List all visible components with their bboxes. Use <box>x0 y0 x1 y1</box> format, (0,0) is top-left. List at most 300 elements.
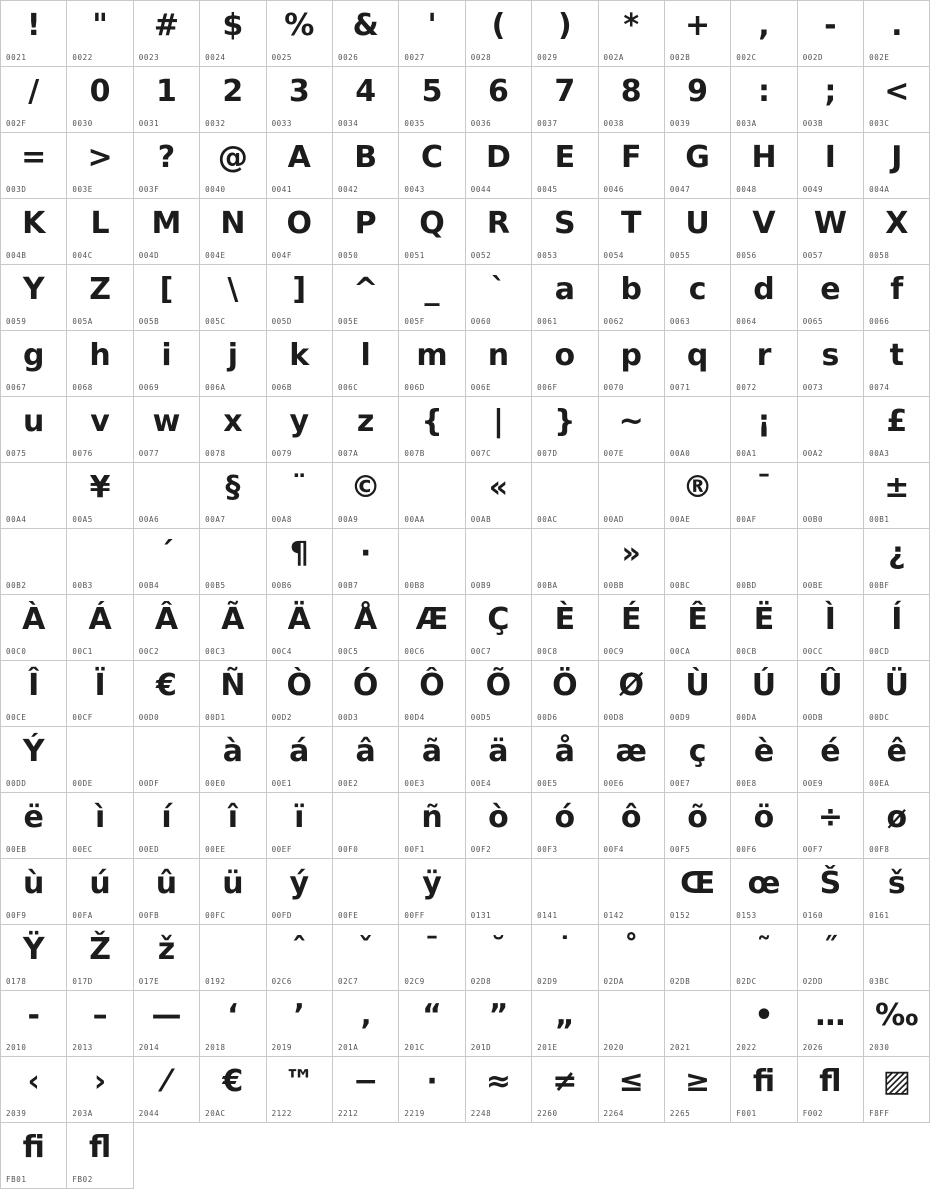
glyph-cell[interactable] <box>466 265 532 331</box>
glyph-cell[interactable] <box>466 463 532 529</box>
glyph-cell[interactable] <box>532 859 598 925</box>
glyph-cell[interactable] <box>599 265 665 331</box>
glyph-cell[interactable] <box>267 661 333 727</box>
glyph-cell[interactable] <box>731 1057 797 1123</box>
glyph-cell[interactable] <box>67 463 133 529</box>
glyph-cell[interactable] <box>599 793 665 859</box>
glyph-preview: å <box>554 734 575 769</box>
glyph-cell[interactable] <box>67 925 133 991</box>
glyph-cell[interactable] <box>267 595 333 661</box>
glyph-cell[interactable] <box>532 991 598 1057</box>
glyph-codepoint: 00CC <box>802 647 824 656</box>
glyph-cell[interactable] <box>532 265 598 331</box>
glyph-cell[interactable] <box>864 1 930 67</box>
glyph-cell[interactable] <box>599 133 665 199</box>
glyph-cell[interactable] <box>1 1 67 67</box>
glyph-cell[interactable] <box>134 793 200 859</box>
glyph-codepoint: 2212 <box>337 1109 359 1118</box>
glyph-cell[interactable] <box>67 1123 133 1189</box>
glyph-codepoint: 03BC <box>869 977 890 986</box>
glyph-cell[interactable] <box>665 1057 731 1123</box>
glyph-cell[interactable] <box>67 265 133 331</box>
glyph-preview: n <box>487 338 510 373</box>
glyph-codepoint: FB01 <box>6 1175 27 1184</box>
glyph-codepoint: 00CD <box>869 647 890 656</box>
glyph-cell[interactable] <box>1 925 67 991</box>
glyph-codepoint: 00C1 <box>72 647 93 656</box>
glyph-cell[interactable] <box>798 529 864 595</box>
glyph-preview: ¥ <box>89 470 111 505</box>
glyph-cell[interactable] <box>333 595 399 661</box>
glyph-cell[interactable] <box>864 529 930 595</box>
glyph-cell[interactable] <box>599 991 665 1057</box>
glyph-cell[interactable] <box>798 133 864 199</box>
glyph-cell[interactable] <box>864 727 930 793</box>
glyph-cell[interactable] <box>466 661 532 727</box>
glyph-cell[interactable] <box>731 1 797 67</box>
glyph-codepoint: 005B <box>138 317 160 326</box>
glyph-cell[interactable] <box>665 67 731 133</box>
glyph-codepoint: 00A5 <box>72 515 93 524</box>
glyph-cell[interactable] <box>67 793 133 859</box>
glyph-cell[interactable] <box>399 331 465 397</box>
glyph-cell[interactable] <box>267 991 333 1057</box>
glyph-cell[interactable] <box>731 661 797 727</box>
glyph-cell[interactable] <box>399 397 465 463</box>
glyph-codepoint: 0161 <box>869 911 890 920</box>
glyph-cell[interactable] <box>1 133 67 199</box>
glyph-preview: Ý <box>22 734 45 769</box>
glyph-cell[interactable] <box>532 1 598 67</box>
glyph-cell[interactable] <box>200 463 266 529</box>
glyph-cell[interactable] <box>134 991 200 1057</box>
glyph-cell[interactable] <box>466 925 532 991</box>
glyph-cell[interactable] <box>798 1057 864 1123</box>
glyph-cell[interactable] <box>599 529 665 595</box>
glyph-cell[interactable] <box>267 331 333 397</box>
glyph-codepoint: 005E <box>337 317 359 326</box>
glyph-cell[interactable] <box>134 199 200 265</box>
glyph-preview: ) <box>557 8 572 43</box>
glyph-cell[interactable] <box>1 727 67 793</box>
glyph-cell[interactable] <box>134 265 200 331</box>
glyph-preview: ï <box>294 800 305 835</box>
glyph-cell[interactable] <box>864 925 930 991</box>
glyph-cell[interactable] <box>1 397 67 463</box>
glyph-preview: ! <box>26 8 41 43</box>
glyph-cell[interactable] <box>267 529 333 595</box>
glyph-cell[interactable] <box>399 727 465 793</box>
glyph-cell[interactable] <box>665 463 731 529</box>
glyph-cell[interactable] <box>532 67 598 133</box>
glyph-cell[interactable] <box>731 199 797 265</box>
glyph-cell[interactable] <box>532 331 598 397</box>
glyph-cell[interactable] <box>798 397 864 463</box>
glyph-cell[interactable] <box>532 529 598 595</box>
glyph-cell[interactable] <box>333 463 399 529</box>
glyph-cell[interactable] <box>599 1057 665 1123</box>
glyph-cell[interactable] <box>67 859 133 925</box>
glyph-cell[interactable] <box>267 397 333 463</box>
glyph-cell[interactable] <box>267 727 333 793</box>
glyph-cell[interactable] <box>200 265 266 331</box>
glyph-cell[interactable] <box>399 1 465 67</box>
glyph-cell[interactable] <box>599 1 665 67</box>
glyph-preview <box>333 863 398 905</box>
glyph-cell[interactable] <box>864 67 930 133</box>
glyph-cell[interactable] <box>134 925 200 991</box>
glyph-cell[interactable] <box>399 991 465 1057</box>
glyph-codepoint: 0070 <box>603 383 624 392</box>
glyph-cell[interactable] <box>864 793 930 859</box>
glyph-cell[interactable] <box>864 859 930 925</box>
glyph-cell[interactable] <box>466 727 532 793</box>
glyph-cell[interactable] <box>333 331 399 397</box>
glyph-cell[interactable] <box>200 793 266 859</box>
glyph-cell[interactable] <box>532 133 598 199</box>
glyph-cell[interactable] <box>399 793 465 859</box>
glyph-cell[interactable] <box>798 265 864 331</box>
glyph-cell[interactable] <box>864 991 930 1057</box>
glyph-cell[interactable] <box>67 331 133 397</box>
glyph-preview: ‰ <box>875 998 919 1033</box>
glyph-cell[interactable] <box>67 1 133 67</box>
glyph-cell[interactable] <box>466 133 532 199</box>
glyph-preview: ˚ <box>623 932 639 967</box>
glyph-preview: m <box>416 338 448 373</box>
glyph-cell[interactable] <box>798 67 864 133</box>
glyph-cell[interactable] <box>1 991 67 1057</box>
glyph-preview: è <box>753 734 775 769</box>
glyph-preview: Å <box>354 602 378 637</box>
glyph-cell[interactable] <box>267 199 333 265</box>
glyph-cell[interactable] <box>67 1057 133 1123</box>
glyph-cell[interactable] <box>67 397 133 463</box>
glyph-cell[interactable] <box>665 199 731 265</box>
glyph-cell[interactable] <box>399 265 465 331</box>
glyph-cell[interactable] <box>864 463 930 529</box>
glyph-cell[interactable] <box>731 133 797 199</box>
glyph-cell[interactable] <box>134 331 200 397</box>
glyph-cell[interactable] <box>665 661 731 727</box>
glyph-cell[interactable] <box>134 463 200 529</box>
glyph-cell[interactable] <box>267 463 333 529</box>
glyph-cell[interactable] <box>665 793 731 859</box>
glyph-cell[interactable] <box>665 859 731 925</box>
glyph-cell[interactable] <box>134 1057 200 1123</box>
glyph-cell[interactable] <box>333 925 399 991</box>
glyph-cell[interactable] <box>67 199 133 265</box>
glyph-codepoint: 00F5 <box>669 845 691 854</box>
glyph-codepoint: 2014 <box>138 1043 160 1052</box>
glyph-codepoint: 0041 <box>271 185 293 194</box>
glyph-cell[interactable] <box>399 199 465 265</box>
glyph-codepoint: 0039 <box>669 119 691 128</box>
glyph-cell[interactable] <box>134 1 200 67</box>
glyph-cell[interactable] <box>333 265 399 331</box>
glyph-preview: š <box>887 866 906 901</box>
glyph-cell[interactable] <box>1 529 67 595</box>
glyph-preview: É <box>620 602 642 637</box>
glyph-cell[interactable] <box>200 1 266 67</box>
glyph-cell[interactable] <box>134 595 200 661</box>
glyph-cell[interactable] <box>1 793 67 859</box>
glyph-cell[interactable] <box>599 331 665 397</box>
glyph-cell[interactable] <box>67 661 133 727</box>
glyph-cell[interactable] <box>399 595 465 661</box>
glyph-cell[interactable] <box>1 67 67 133</box>
glyph-cell[interactable] <box>399 661 465 727</box>
glyph-cell[interactable] <box>532 199 598 265</box>
glyph-cell[interactable] <box>1 265 67 331</box>
glyph-preview: œ <box>747 866 781 901</box>
glyph-cell[interactable] <box>200 925 266 991</box>
glyph-cell[interactable] <box>466 595 532 661</box>
glyph-cell[interactable] <box>798 463 864 529</box>
glyph-cell[interactable] <box>267 265 333 331</box>
glyph-cell[interactable] <box>665 265 731 331</box>
glyph-cell[interactable] <box>333 859 399 925</box>
glyph-cell[interactable] <box>200 859 266 925</box>
glyph-cell[interactable] <box>864 331 930 397</box>
glyph-cell[interactable] <box>731 991 797 1057</box>
glyph-codepoint: 201A <box>337 1043 359 1052</box>
glyph-preview: 3 <box>288 74 310 109</box>
glyph-cell[interactable] <box>532 661 598 727</box>
glyph-codepoint: 2010 <box>6 1043 27 1052</box>
glyph-cell[interactable] <box>399 67 465 133</box>
glyph-cell[interactable] <box>532 727 598 793</box>
glyph-cell[interactable] <box>466 1 532 67</box>
glyph-cell[interactable] <box>200 331 266 397</box>
glyph-cell[interactable] <box>1 595 67 661</box>
glyph-cell[interactable] <box>798 331 864 397</box>
glyph-cell[interactable] <box>333 727 399 793</box>
glyph-preview: ‚ <box>359 998 372 1033</box>
glyph-cell[interactable] <box>798 199 864 265</box>
glyph-preview: À <box>22 602 46 637</box>
glyph-preview: J <box>891 140 903 175</box>
glyph-cell[interactable] <box>1 661 67 727</box>
glyph-cell[interactable] <box>267 133 333 199</box>
glyph-cell[interactable] <box>333 1057 399 1123</box>
glyph-cell[interactable] <box>267 1 333 67</box>
glyph-cell[interactable] <box>67 67 133 133</box>
glyph-cell[interactable] <box>798 925 864 991</box>
glyph-cell[interactable] <box>731 727 797 793</box>
glyph-preview: ¨ <box>291 470 307 505</box>
glyph-cell[interactable] <box>798 595 864 661</box>
glyph-cell[interactable] <box>665 727 731 793</box>
glyph-cell[interactable] <box>399 463 465 529</box>
glyph-cell[interactable] <box>532 793 598 859</box>
glyph-cell[interactable] <box>798 859 864 925</box>
glyph-cell[interactable] <box>665 529 731 595</box>
glyph-cell[interactable] <box>399 925 465 991</box>
glyph-cell[interactable] <box>333 67 399 133</box>
glyph-cell[interactable] <box>134 727 200 793</box>
glyph-cell[interactable] <box>731 859 797 925</box>
glyph-cell[interactable] <box>798 661 864 727</box>
glyph-cell[interactable] <box>333 661 399 727</box>
glyph-cell[interactable] <box>333 133 399 199</box>
glyph-preview: S <box>554 206 576 241</box>
glyph-cell[interactable] <box>466 1057 532 1123</box>
glyph-cell[interactable] <box>200 661 266 727</box>
glyph-cell[interactable] <box>1 199 67 265</box>
glyph-cell[interactable] <box>599 661 665 727</box>
glyph-preview: » <box>621 536 641 571</box>
glyph-cell[interactable] <box>200 1057 266 1123</box>
glyph-codepoint: 00A8 <box>271 515 293 524</box>
glyph-cell[interactable] <box>731 463 797 529</box>
glyph-cell[interactable] <box>200 397 266 463</box>
glyph-cell[interactable] <box>665 925 731 991</box>
glyph-preview: ≥ <box>685 1064 711 1099</box>
glyph-cell[interactable] <box>134 661 200 727</box>
glyph-cell[interactable] <box>333 1 399 67</box>
glyph-cell[interactable] <box>333 991 399 1057</box>
glyph-preview: ô <box>620 800 642 835</box>
glyph-cell[interactable] <box>399 133 465 199</box>
glyph-cell[interactable] <box>864 397 930 463</box>
glyph-cell[interactable] <box>466 529 532 595</box>
glyph-cell[interactable] <box>466 67 532 133</box>
glyph-cell[interactable] <box>134 529 200 595</box>
glyph-cell[interactable] <box>399 859 465 925</box>
glyph-cell[interactable] <box>399 529 465 595</box>
glyph-cell[interactable] <box>333 397 399 463</box>
glyph-cell[interactable] <box>267 925 333 991</box>
glyph-cell[interactable] <box>200 529 266 595</box>
glyph-cell[interactable] <box>864 1057 930 1123</box>
glyph-cell[interactable] <box>1 1057 67 1123</box>
glyph-preview <box>1 533 66 575</box>
glyph-cell[interactable] <box>532 463 598 529</box>
glyph-cell[interactable] <box>532 925 598 991</box>
glyph-codepoint: 00FC <box>205 911 226 920</box>
glyph-codepoint: 0053 <box>537 251 558 260</box>
glyph-cell[interactable] <box>864 133 930 199</box>
glyph-cell[interactable] <box>599 397 665 463</box>
glyph-cell[interactable] <box>466 991 532 1057</box>
glyph-cell[interactable] <box>67 595 133 661</box>
glyph-cell[interactable] <box>466 859 532 925</box>
glyph-cell[interactable] <box>731 529 797 595</box>
glyph-cell[interactable] <box>798 1 864 67</box>
glyph-codepoint: 00DB <box>802 713 824 722</box>
glyph-cell[interactable] <box>599 67 665 133</box>
glyph-cell[interactable] <box>67 727 133 793</box>
glyph-cell[interactable] <box>1 463 67 529</box>
glyph-codepoint: 00D0 <box>138 713 160 722</box>
glyph-cell[interactable] <box>466 397 532 463</box>
glyph-preview <box>399 467 464 509</box>
glyph-codepoint: 00F8 <box>869 845 890 854</box>
glyph-preview: › <box>93 1064 107 1099</box>
glyph-cell[interactable] <box>267 1057 333 1123</box>
glyph-cell[interactable] <box>1 859 67 925</box>
glyph-cell[interactable] <box>267 859 333 925</box>
glyph-cell[interactable] <box>665 991 731 1057</box>
glyph-cell[interactable] <box>864 199 930 265</box>
glyph-cell[interactable] <box>665 397 731 463</box>
glyph-codepoint: 02DA <box>603 977 624 986</box>
glyph-cell[interactable] <box>731 925 797 991</box>
glyph-cell[interactable] <box>200 991 266 1057</box>
glyph-cell[interactable] <box>466 331 532 397</box>
glyph-cell[interactable] <box>731 67 797 133</box>
glyph-cell[interactable] <box>333 793 399 859</box>
glyph-cell[interactable] <box>731 595 797 661</box>
glyph-cell[interactable] <box>599 727 665 793</box>
glyph-cell[interactable] <box>466 199 532 265</box>
glyph-cell[interactable] <box>200 133 266 199</box>
glyph-cell[interactable] <box>333 199 399 265</box>
glyph-codepoint: 02DB <box>669 977 691 986</box>
glyph-cell[interactable] <box>731 793 797 859</box>
glyph-preview: ç <box>688 734 707 769</box>
glyph-cell[interactable] <box>798 727 864 793</box>
glyph-cell[interactable] <box>134 67 200 133</box>
glyph-preview: X <box>885 206 909 241</box>
glyph-cell[interactable] <box>864 595 930 661</box>
glyph-cell[interactable] <box>665 595 731 661</box>
glyph-cell[interactable] <box>665 133 731 199</box>
glyph-cell[interactable] <box>200 199 266 265</box>
glyph-cell[interactable] <box>731 397 797 463</box>
glyph-cell[interactable] <box>731 331 797 397</box>
glyph-codepoint: 00B7 <box>337 581 359 590</box>
glyph-cell[interactable] <box>1 331 67 397</box>
glyph-cell[interactable] <box>134 397 200 463</box>
glyph-cell[interactable] <box>532 595 598 661</box>
glyph-cell[interactable] <box>864 265 930 331</box>
glyph-preview: N <box>220 206 246 241</box>
glyph-cell[interactable] <box>333 529 399 595</box>
glyph-cell[interactable] <box>134 859 200 925</box>
glyph-cell[interactable] <box>599 199 665 265</box>
glyph-cell[interactable] <box>267 793 333 859</box>
glyph-cell[interactable] <box>134 133 200 199</box>
glyph-cell[interactable] <box>665 331 731 397</box>
glyph-cell[interactable] <box>532 397 598 463</box>
glyph-cell[interactable] <box>200 595 266 661</box>
glyph-cell[interactable] <box>599 463 665 529</box>
glyph-cell[interactable] <box>67 991 133 1057</box>
glyph-cell[interactable] <box>731 265 797 331</box>
glyph-cell[interactable] <box>200 67 266 133</box>
glyph-cell[interactable] <box>599 925 665 991</box>
glyph-cell[interactable] <box>798 793 864 859</box>
glyph-cell[interactable] <box>599 859 665 925</box>
glyph-preview: ' <box>427 8 437 43</box>
glyph-cell[interactable] <box>665 1 731 67</box>
glyph-cell[interactable] <box>67 133 133 199</box>
glyph-cell[interactable] <box>798 991 864 1057</box>
glyph-cell[interactable] <box>466 793 532 859</box>
glyph-codepoint: 00E5 <box>537 779 558 788</box>
glyph-cell[interactable] <box>532 1057 598 1123</box>
glyph-cell[interactable] <box>599 595 665 661</box>
glyph-cell[interactable] <box>1 1123 67 1189</box>
glyph-cell[interactable] <box>267 67 333 133</box>
glyph-cell[interactable] <box>864 661 930 727</box>
grid-filler <box>599 1123 665 1189</box>
glyph-cell[interactable] <box>67 529 133 595</box>
glyph-cell[interactable] <box>399 1057 465 1123</box>
glyph-cell[interactable] <box>200 727 266 793</box>
